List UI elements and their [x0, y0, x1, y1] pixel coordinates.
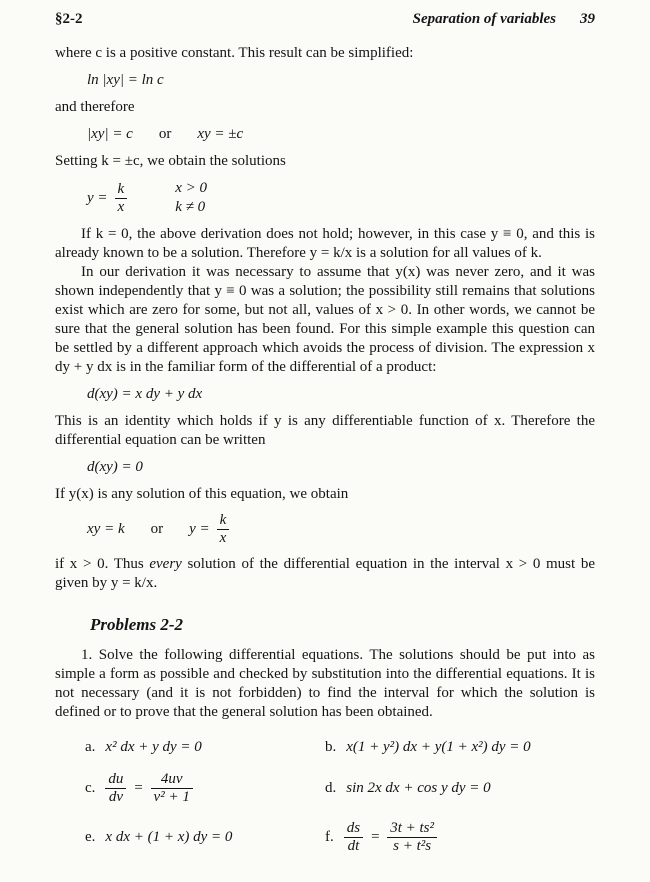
- numerator: k: [115, 181, 128, 199]
- equation-differential-product: d(xy) = x dy + y dx: [87, 386, 203, 402]
- problems-section-heading: Problems 2-2: [90, 615, 184, 634]
- problem-item-d: [325, 779, 595, 798]
- chapter-title: Separation of variables: [412, 11, 556, 27]
- paragraph: [55, 555, 595, 593]
- denominator: v² + 1: [153, 789, 190, 805]
- problem-label: a.: [85, 739, 96, 755]
- problem-label: d.: [325, 780, 337, 796]
- equation-xy-k: [87, 512, 595, 547]
- problem-expression: sin 2x dx + cos y dy = 0: [346, 780, 491, 796]
- or-connector: or: [158, 126, 172, 142]
- equation-left: xy = k: [87, 521, 125, 537]
- denominator: s + t²s: [393, 838, 432, 854]
- problem-item-f: [325, 820, 595, 855]
- problem-label: c.: [85, 780, 96, 796]
- numerator: k: [217, 512, 230, 530]
- numerator: 3t + ts²: [387, 820, 437, 838]
- paragraph: In our derivation it was necessary to assume that y(x) was never zero, and it was shown independently that y ≡ 0 was a solution; the possibility still remains that solutions exist which are zero for some, but not all, values of x > 0. In other words, we cannot be sure that the general solution has been found. For this simple example this question can be settled by a different approach which avoids the process of division. The expression x dy + y dx is in the familiar form of the differential of a product:: [55, 264, 595, 375]
- condition: x > 0: [175, 180, 207, 196]
- problem-item-c: [85, 771, 325, 806]
- paragraph-text: if x > 0. Thus: [55, 556, 150, 572]
- equation-ln: ln |xy| = ln c: [87, 72, 164, 88]
- paragraph: where c is a positive constant. This result can be simplified:: [55, 45, 414, 61]
- numerator: du: [105, 771, 126, 789]
- fraction: [151, 771, 193, 806]
- problems-list: [85, 738, 595, 855]
- page-header: [55, 10, 595, 29]
- fraction: [115, 181, 128, 216]
- problem-item-e: [85, 828, 325, 847]
- equals-sign: =: [133, 780, 144, 796]
- paragraph: Setting k = ±c, we obtain the solutions: [55, 153, 286, 169]
- numerator: 4uv: [151, 771, 193, 789]
- problem-item-a: [85, 738, 325, 757]
- numerator: ds: [344, 820, 363, 838]
- problem-label: f.: [325, 829, 334, 845]
- denominator: x: [117, 198, 125, 215]
- problem-item-b: [325, 738, 595, 757]
- denominator: dt: [347, 838, 360, 854]
- paragraph-text: solution of the differential equation in the interval x > 0 must be given by y = k/x.: [55, 556, 595, 591]
- denominator: dv: [108, 789, 123, 805]
- equals-sign: =: [370, 829, 381, 845]
- paragraph: If y(x) is any solution of this equation, we obtain: [55, 486, 349, 502]
- equation-right: xy = ±c: [197, 126, 244, 142]
- page-number: 39: [580, 11, 595, 27]
- problem-expression: x(1 + y²) dx + y(1 + x²) dy = 0: [346, 739, 531, 755]
- fraction: [344, 820, 363, 855]
- side-conditions: [175, 179, 207, 217]
- fraction: [105, 771, 126, 806]
- emphasized-word: every: [149, 556, 182, 572]
- denominator: x: [219, 530, 227, 546]
- problem-label: e.: [85, 829, 96, 845]
- problem-label: b.: [325, 739, 337, 755]
- paragraph: and therefore: [55, 99, 135, 115]
- eq-rhs-lead: y =: [189, 521, 210, 537]
- equation-left: |xy| = c: [87, 126, 133, 142]
- equation-solution: [87, 179, 595, 217]
- fraction: [217, 512, 230, 547]
- paragraph: This is an identity which holds if y is any differentiable function of x. Therefore the differential equation can be written: [55, 413, 595, 448]
- problem-expression: x² dx + y dy = 0: [105, 739, 202, 755]
- or-connector: or: [150, 521, 164, 537]
- eq-lhs: y =: [87, 189, 108, 206]
- paragraph: If k = 0, the above derivation does not hold; however, in this case y ≡ 0, and this is already known to be a solution. Therefore y = k/x is a solution for all values of k.: [55, 226, 595, 261]
- paragraph: 1. Solve the following differential equations. The solutions should be put into as simple a form as possible and checked by substitution into the differential equations. It is not necessary (and it is not forbidden) to find the interval for which the solution is defined or to prove that the general solution has been obtained.: [55, 647, 595, 720]
- equation-abs: [87, 125, 595, 144]
- condition: k ≠ 0: [175, 199, 206, 215]
- problem-expression: x dx + (1 + x) dy = 0: [105, 829, 233, 845]
- equation-dxy-zero: d(xy) = 0: [87, 459, 143, 475]
- section-label: §2-2: [55, 11, 83, 27]
- fraction: [387, 820, 437, 855]
- running-head: [413, 10, 595, 29]
